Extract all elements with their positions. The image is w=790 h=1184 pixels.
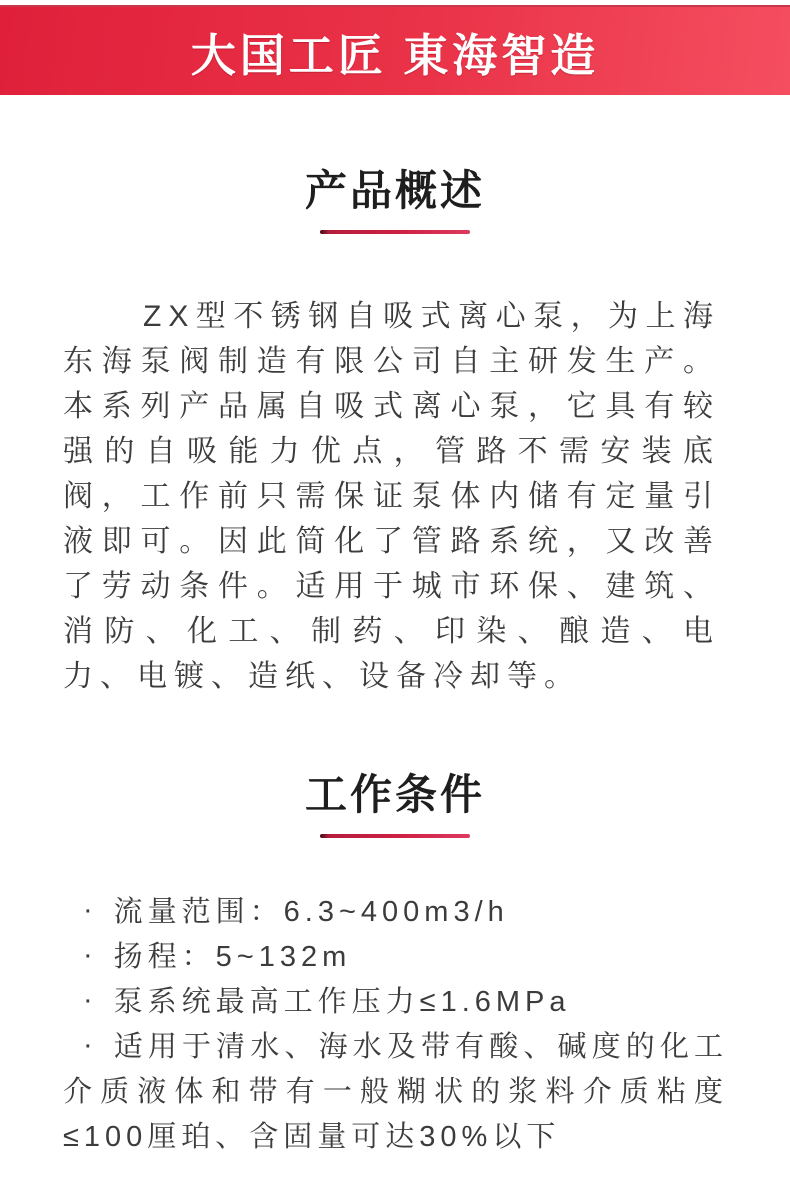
- working-conditions-list: [63, 890, 728, 1160]
- title-underline-decoration: [320, 230, 470, 234]
- list-item-text: 流量范围：6.3~400m3/h: [113, 896, 509, 929]
- list-item-text: 扬程：5~132m: [113, 941, 352, 974]
- list-item-text: 泵系统最高工作压力≤1.6MPa: [113, 986, 571, 1019]
- list-item-flow-range: [63, 890, 728, 935]
- top-banner: [0, 5, 790, 95]
- section-working-conditions: [0, 773, 790, 1160]
- section-title-product-overview: 产品概述: [304, 167, 485, 214]
- list-item-max-pressure: [63, 980, 728, 1025]
- banner-slogan: 大国工匠 東海智造: [190, 29, 600, 81]
- bullet-icon: ·: [83, 984, 98, 1017]
- section-title-working-conditions: 工作条件: [304, 771, 485, 819]
- title-underline-decoration: [320, 834, 470, 838]
- list-item-text: 适用于清水、海水及带有酸、碱度的化工介质液体和带有一般糊状的浆料介质粘度≤100厘珀、含固量可达30%以下: [63, 1031, 728, 1154]
- bullet-icon: ·: [83, 939, 98, 972]
- list-item-head: [63, 935, 728, 980]
- list-item-applicable-media: [63, 1025, 728, 1160]
- section-product-overview: [0, 169, 790, 699]
- product-overview-paragraph: ZX型不锈钢自吸式离心泵，为上海东海泵阀制造有限公司自主研发生产。本系列产品属自吸式离心泵，它具有较强的自吸能力优点，管路不需安装底阀，工作前只需保证泵体内储有定量引液即可。因此简化了管路系统，又改善了劳动条件。适用于城市环保、建筑、消防、化工、制药、印染、酿造、电力、电镀、造纸、设备冷却等。: [63, 300, 720, 694]
- bullet-icon: ·: [83, 1029, 98, 1062]
- bottom-whitespace: [0, 1160, 790, 1184]
- bullet-icon: ·: [83, 894, 98, 927]
